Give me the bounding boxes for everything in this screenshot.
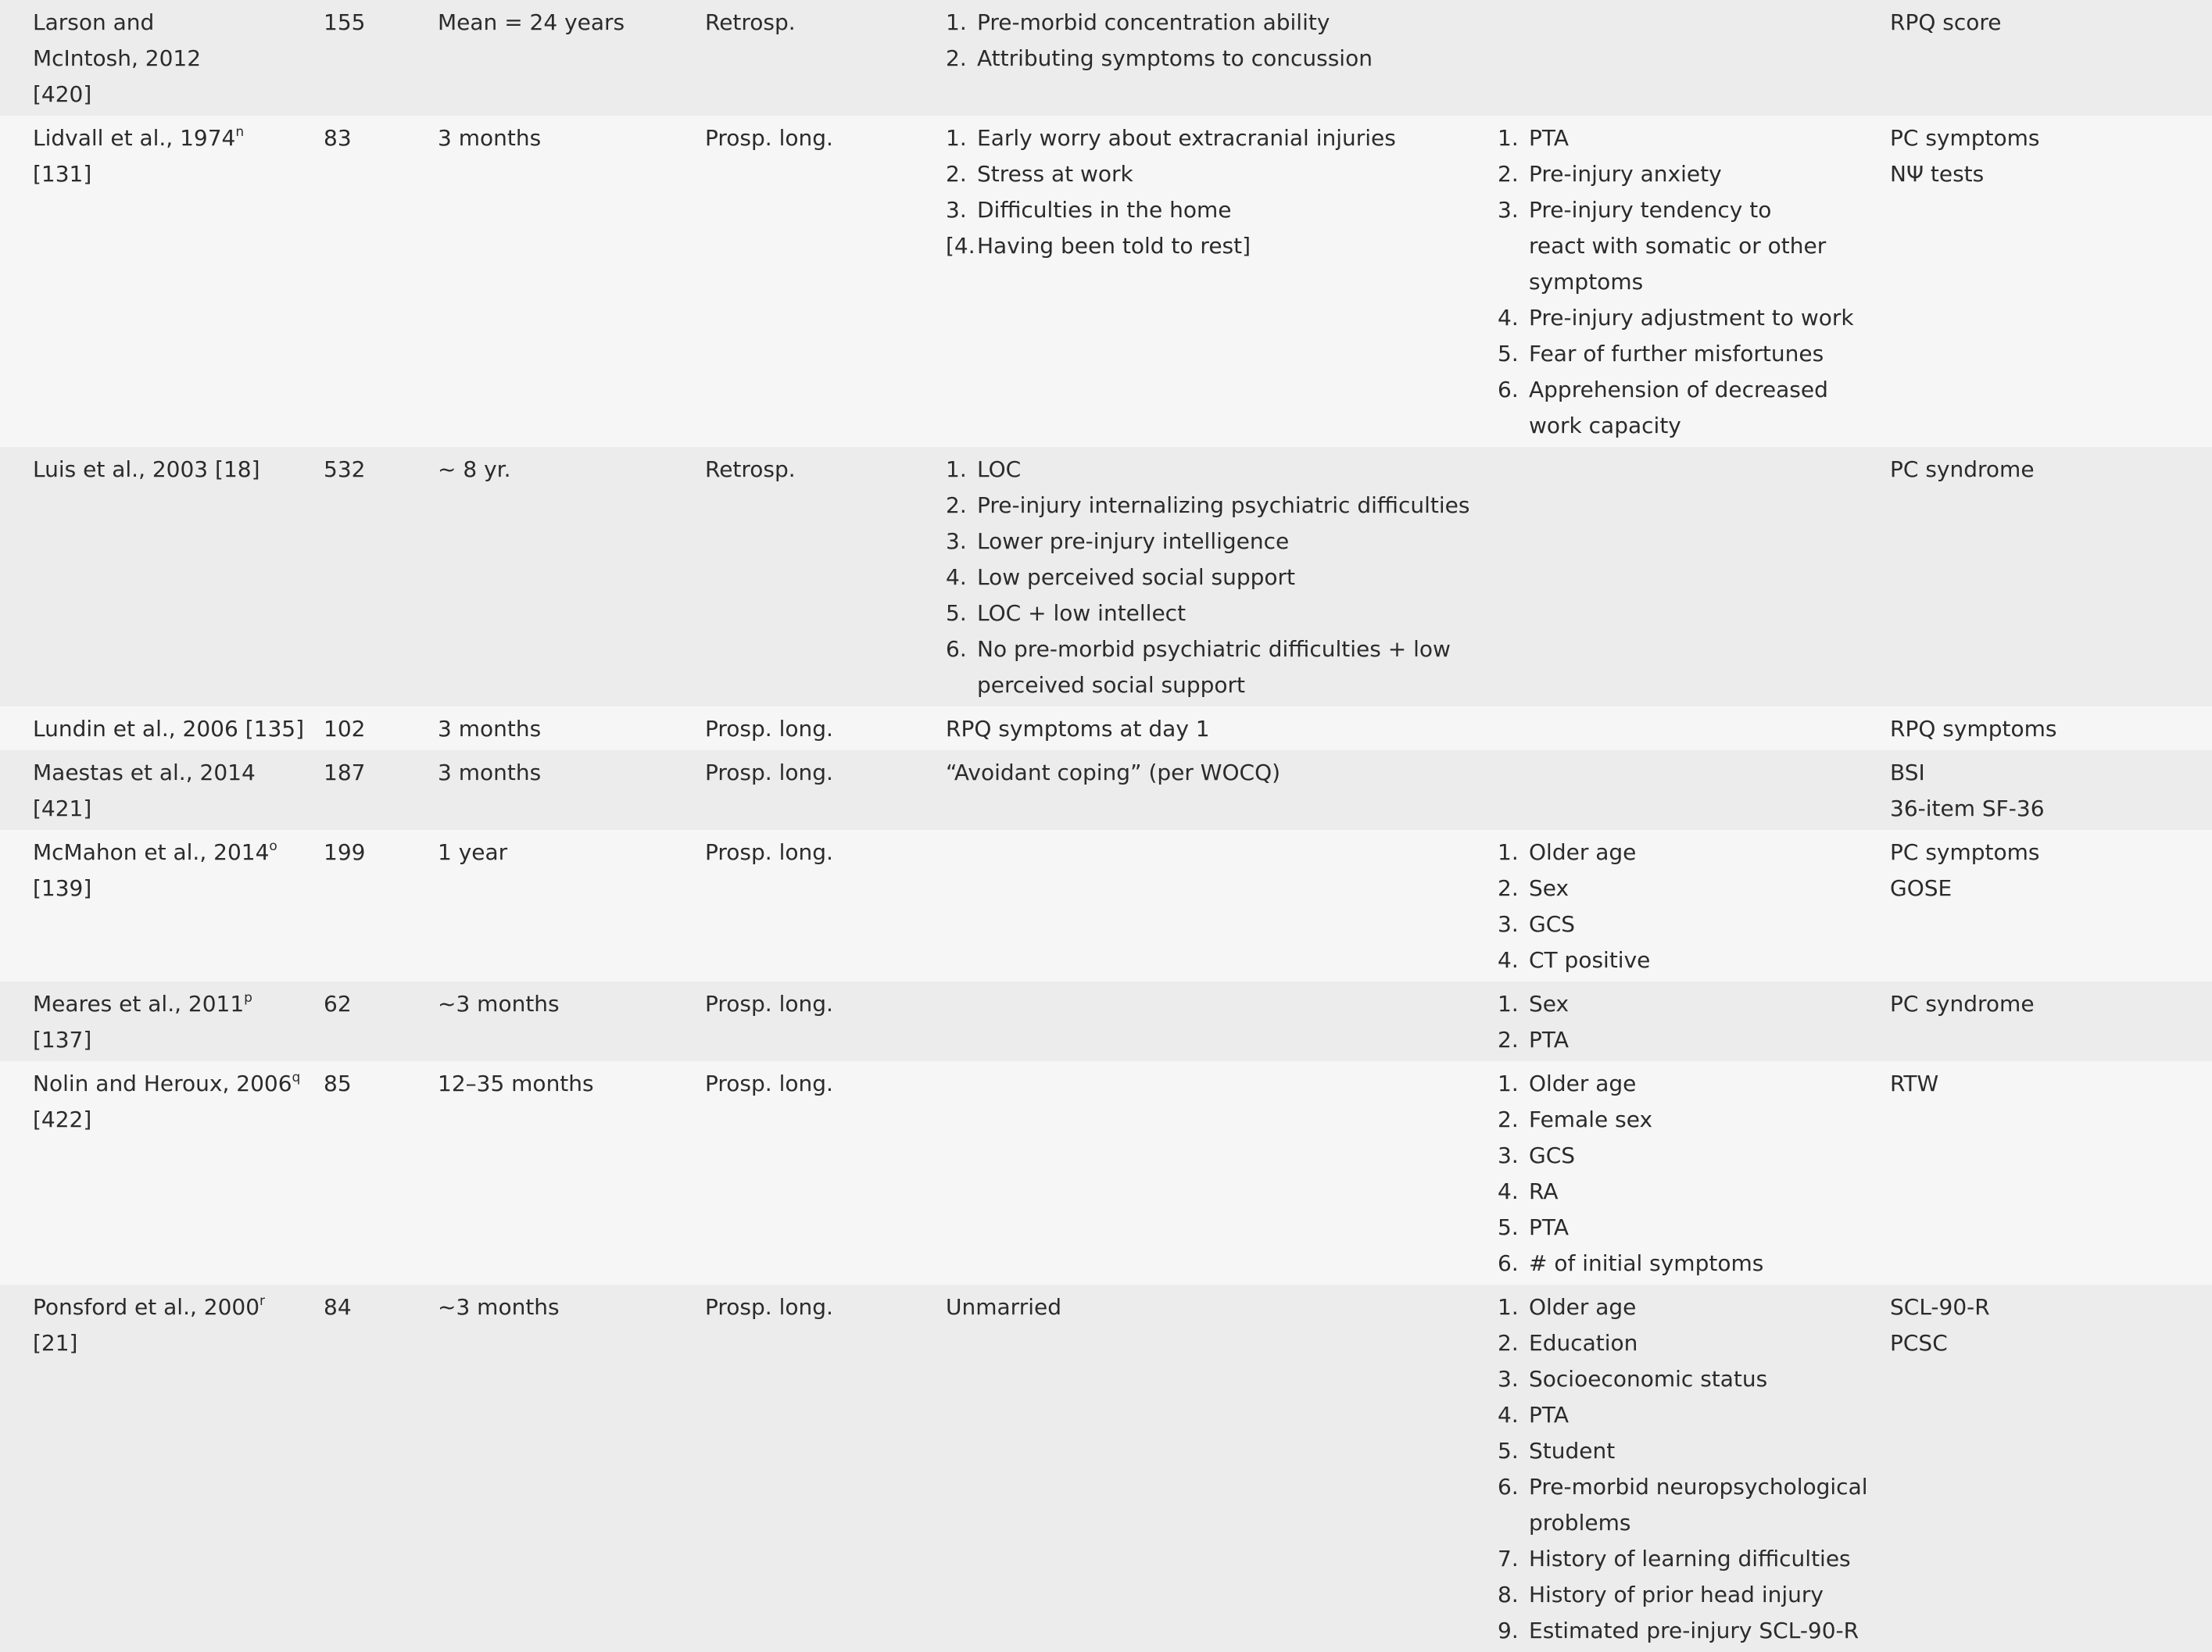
list-item-number: 2. (1498, 1027, 1519, 1053)
list-item-number: 3. (946, 528, 967, 554)
text-line: LOC + low intellect (977, 600, 1187, 626)
list-item-number: 7. (1498, 1546, 1519, 1572)
list-item-text (1529, 1613, 1873, 1649)
list-item-text (1529, 120, 1873, 156)
study-text: [422] (33, 1107, 92, 1132)
list-item-number: 4. (1498, 305, 1519, 331)
table-row (0, 706, 2212, 750)
list-item (1498, 1174, 1873, 1210)
list-item (1498, 1246, 1873, 1282)
text-line: Fear of further misfortunes (1529, 341, 1824, 367)
list-item-text (977, 192, 1493, 228)
study-line (33, 835, 299, 871)
study-cell (33, 120, 299, 192)
list-item-text (977, 156, 1493, 192)
other-factors-cell (1498, 120, 1873, 444)
text-line: History of prior head injury (1529, 1582, 1824, 1607)
psych-factors-cell (946, 1289, 1493, 1325)
footnote-marker: q (292, 1070, 301, 1085)
follow-up-cell: 3 months (438, 716, 542, 742)
list-item (1498, 871, 1873, 906)
study-text: [131] (33, 161, 92, 187)
design-cell: Prosp. long. (705, 1294, 833, 1320)
text-line: PTA (1529, 1214, 1569, 1240)
follow-up-cell: 12–35 months (438, 1071, 594, 1096)
text-line: # of initial symptoms (1529, 1250, 1764, 1276)
outcome-cell (1890, 711, 2203, 747)
text-line: PTA (1529, 1027, 1569, 1053)
list-item (1498, 336, 1873, 372)
table-row (0, 1061, 2212, 1285)
list-item-text (977, 228, 1493, 264)
list-item-text (1529, 1541, 1873, 1577)
list-item-text (977, 488, 1493, 524)
text-line: Pre-injury anxiety (1529, 161, 1722, 187)
table-row (0, 0, 2212, 116)
list-item (946, 156, 1493, 192)
study-line (33, 1102, 299, 1138)
list-item (1498, 986, 1873, 1022)
design-cell: Prosp. long. (705, 716, 833, 742)
study-text: Larson and (33, 9, 155, 35)
text-line: Pre-morbid concentration ability (977, 9, 1330, 35)
list-item-number: 2. (1498, 161, 1519, 187)
list-item (946, 192, 1493, 228)
outcome-cell (1890, 452, 2203, 488)
table-row (0, 830, 2212, 982)
list-item-number: 6. (1498, 1250, 1519, 1276)
psych-factors-cell (946, 711, 1493, 747)
study-text: [420] (33, 81, 92, 107)
sample-size-cell: 62 (324, 991, 352, 1017)
list-item-text (1529, 1289, 1873, 1325)
list-item-text (1529, 156, 1873, 192)
footnote-marker: n (235, 124, 245, 140)
list-item (946, 452, 1493, 488)
outcome-line: PC symptoms (1890, 839, 2040, 865)
follow-up-cell: ~ 8 yr. (438, 456, 511, 482)
list-item-text (977, 560, 1493, 595)
study-text: Maestas et al., 2014 (33, 760, 256, 785)
list-item-number: 6. (946, 636, 967, 662)
list-item-text (977, 595, 1493, 631)
text-line: Older age (1529, 1294, 1637, 1320)
psych-factor-text: “Avoidant coping” (per WOCQ) (946, 760, 1281, 785)
study-line (33, 452, 299, 488)
list-item (1498, 835, 1873, 871)
list-item-number: 3. (1498, 1142, 1519, 1168)
list-item-number: 3. (946, 197, 967, 223)
list-item (1498, 906, 1873, 942)
list-item (946, 524, 1493, 560)
list-item (946, 41, 1493, 77)
list-item-number: 2. (946, 161, 967, 187)
text-line: Older age (1529, 1071, 1637, 1096)
list-item-text (1529, 1397, 1873, 1433)
list-item-number: 1. (1498, 991, 1519, 1017)
list-item (1498, 300, 1873, 336)
text-line: No pre-morbid psychiatric difficulties + low (977, 636, 1451, 662)
text-line: Sex (1529, 991, 1570, 1017)
study-line (33, 1325, 299, 1361)
study-cell (33, 452, 299, 488)
text-line: Having been told to rest] (977, 233, 1251, 259)
list-item-number: 3. (1498, 197, 1519, 223)
list-item-text (1529, 986, 1873, 1022)
text-line: Stress at work (977, 161, 1133, 187)
study-text: Lidvall et al., 1974 (33, 125, 236, 151)
list-item-text (1529, 1246, 1873, 1282)
list-item (1498, 1022, 1873, 1058)
list-item-text (977, 120, 1493, 156)
follow-up-cell: 3 months (438, 125, 542, 151)
design-cell: Prosp. long. (705, 760, 833, 785)
text-line: react with somatic or other (1529, 233, 1827, 259)
text-line: Education (1529, 1330, 1638, 1356)
study-text: Lundin et al., 2006 [135] (33, 716, 304, 742)
list-item (1498, 1469, 1873, 1541)
psych-factor-text: Unmarried (946, 1294, 1061, 1320)
list-item-text (1529, 300, 1873, 336)
list-item-text (1529, 1469, 1873, 1541)
text-line: problems (1529, 1510, 1631, 1536)
study-cell (33, 5, 299, 113)
list-item-number: 1. (946, 125, 967, 151)
outcome-cell (1890, 1066, 2203, 1102)
psych-factors-cell (946, 5, 1493, 77)
study-cell (33, 986, 299, 1058)
list-item-text (1529, 336, 1873, 372)
list-item-number: 1. (946, 456, 967, 482)
study-line (33, 41, 299, 77)
list-item (1498, 1138, 1873, 1174)
text-line: GCS (1529, 911, 1576, 937)
text-line: Difficulties in the home (977, 197, 1232, 223)
list-item-number: [4. (946, 233, 975, 259)
outcome-cell (1890, 120, 2203, 192)
list-item (1498, 1325, 1873, 1361)
study-text: Ponsford et al., 2000 (33, 1294, 260, 1320)
list-item-number: 2. (946, 45, 967, 71)
list-item-number: 2. (1498, 1330, 1519, 1356)
text-line: Lower pre-injury intelligence (977, 528, 1290, 554)
study-line (33, 1289, 299, 1325)
follow-up-cell: 1 year (438, 839, 508, 865)
text-line: Sex (1529, 875, 1570, 901)
follow-up-cell: ~3 months (438, 1294, 560, 1320)
list-item-number: 4. (946, 564, 967, 590)
list-item-number: 4. (1498, 1402, 1519, 1428)
other-factors-cell (1498, 1289, 1873, 1649)
outcome-line: 36-item SF-36 (1890, 796, 2045, 821)
study-text: [21] (33, 1330, 78, 1356)
list-item (1498, 942, 1873, 978)
study-line (33, 120, 299, 156)
list-item (946, 595, 1493, 631)
list-item-number: 1. (1498, 125, 1519, 151)
design-cell: Prosp. long. (705, 125, 833, 151)
list-item-text (1529, 835, 1873, 871)
text-line: History of learning difficulties (1529, 1546, 1851, 1572)
text-line: Low perceived social support (977, 564, 1296, 590)
footnote-marker: p (244, 990, 252, 1006)
text-line: PTA (1529, 125, 1569, 151)
study-line (33, 77, 299, 113)
list-item-number: 4. (1498, 947, 1519, 973)
list-item-text (1529, 906, 1873, 942)
text-line: symptoms (1529, 269, 1644, 295)
text-line: Female sex (1529, 1107, 1653, 1132)
list-item-number: 5. (1498, 1438, 1519, 1464)
study-cell (33, 711, 304, 747)
sample-size-cell: 84 (324, 1294, 352, 1320)
list-item-number: 2. (1498, 875, 1519, 901)
list-item-text (1529, 1138, 1873, 1174)
outcome-line: GOSE (1890, 875, 1953, 901)
design-cell: Retrosp. (705, 456, 796, 482)
other-factors-cell (1498, 1066, 1873, 1282)
list-item-text (1529, 192, 1873, 300)
study-text: Meares et al., 2011 (33, 991, 245, 1017)
list-item (1498, 1361, 1873, 1397)
list-item (1498, 1066, 1873, 1102)
list-item-text (1529, 1174, 1873, 1210)
list-item-text (977, 452, 1493, 488)
list-item (946, 5, 1493, 41)
text-line: RA (1529, 1178, 1559, 1204)
list-item-number: 6. (1498, 377, 1519, 402)
list-item (1498, 1577, 1873, 1613)
study-line (33, 5, 299, 41)
outcome-line: PC symptoms (1890, 125, 2040, 151)
text-line: Older age (1529, 839, 1637, 865)
psych-factors-cell (946, 120, 1493, 264)
study-text: [139] (33, 875, 92, 901)
text-line: Attributing symptoms to concussion (977, 45, 1373, 71)
sample-size-cell: 187 (324, 760, 366, 785)
outcome-line: NΨ tests (1890, 161, 1985, 187)
list-item-number: 1. (1498, 1071, 1519, 1096)
other-factors-cell (1498, 835, 1873, 978)
list-item-number: 9. (1498, 1618, 1519, 1643)
follow-up-cell: Mean = 24 years (438, 9, 625, 35)
outcome-line: BSI (1890, 760, 1925, 785)
list-item-text (1529, 871, 1873, 906)
sample-size-cell: 102 (324, 716, 366, 742)
list-item-text (977, 41, 1493, 77)
footnote-marker: o (269, 839, 277, 854)
study-text: Nolin and Heroux, 2006 (33, 1071, 292, 1096)
text-line: work capacity (1529, 413, 1681, 438)
list-item (1498, 192, 1873, 300)
text-line: Early worry about extracranial injuries (977, 125, 1396, 151)
outcome-cell (1890, 835, 2203, 906)
psych-factor-text: RPQ symptoms at day 1 (946, 716, 1210, 742)
list-item (946, 228, 1493, 264)
study-cell (33, 1289, 299, 1361)
study-text: McIntosh, 2012 (33, 45, 202, 71)
list-item (946, 120, 1493, 156)
list-item (946, 488, 1493, 524)
list-item (946, 560, 1493, 595)
list-item (1498, 1210, 1873, 1246)
list-item-number: 5. (946, 600, 967, 626)
table-row (0, 1285, 2212, 1652)
list-item (1498, 1397, 1873, 1433)
list-item-text (1529, 1433, 1873, 1469)
list-item-number: 5. (1498, 1214, 1519, 1240)
table-row (0, 447, 2212, 706)
study-text: [137] (33, 1027, 92, 1053)
study-line (33, 755, 299, 791)
list-item (1498, 156, 1873, 192)
list-item-number: 1. (1498, 1294, 1519, 1320)
list-item-number: 2. (1498, 1107, 1519, 1132)
list-item-text (1529, 1022, 1873, 1058)
text-line: Apprehension of decreased (1529, 377, 1828, 402)
text-line: GCS (1529, 1142, 1576, 1168)
table-row (0, 982, 2212, 1061)
list-item-text (1529, 942, 1873, 978)
list-item-text (1529, 1577, 1873, 1613)
list-item-number: 6. (1498, 1474, 1519, 1500)
sample-size-cell: 83 (324, 125, 352, 151)
list-item-text (1529, 1325, 1873, 1361)
psych-factors-cell (946, 452, 1493, 703)
list-item-number: 3. (1498, 911, 1519, 937)
outcome-cell (1890, 986, 2203, 1022)
list-item (1498, 372, 1873, 444)
list-item-number: 1. (946, 9, 967, 35)
list-item (1498, 1541, 1873, 1577)
outcome-cell (1890, 1289, 2203, 1361)
text-line: Student (1529, 1438, 1616, 1464)
design-cell: Prosp. long. (705, 839, 833, 865)
list-item (1498, 1289, 1873, 1325)
list-item-text (977, 631, 1493, 703)
design-cell: Prosp. long. (705, 991, 833, 1017)
study-line (33, 156, 299, 192)
sample-size-cell: 85 (324, 1071, 352, 1096)
footnote-marker: r (259, 1293, 266, 1309)
study-text: Luis et al., 2003 [18] (33, 456, 260, 482)
table-row (0, 750, 2212, 830)
outcome-line: PC syndrome (1890, 456, 2035, 482)
list-item (1498, 120, 1873, 156)
design-cell: Retrosp. (705, 9, 796, 35)
outcome-line: RPQ score (1890, 9, 2002, 35)
study-text: McMahon et al., 2014 (33, 839, 270, 865)
outcome-line: PC syndrome (1890, 991, 2035, 1017)
list-item-text (1529, 1210, 1873, 1246)
design-cell: Prosp. long. (705, 1071, 833, 1096)
outcome-line: SCL-90-R (1890, 1294, 1990, 1320)
list-item-number: 4. (1498, 1178, 1519, 1204)
text-line: Pre-injury internalizing psychiatric difficulties (977, 492, 1470, 518)
study-line (33, 711, 304, 747)
text-line: Pre-injury tendency to (1529, 197, 1772, 223)
list-item (1498, 1433, 1873, 1469)
text-line: Estimated pre-injury SCL-90-R (1529, 1618, 1859, 1643)
study-line (33, 986, 299, 1022)
list-item-text (1529, 1102, 1873, 1138)
text-line: Socioeconomic status (1529, 1366, 1768, 1392)
study-text: [421] (33, 796, 92, 821)
outcome-line: RPQ symptoms (1890, 716, 2057, 742)
list-item-number: 3. (1498, 1366, 1519, 1392)
list-item-text (977, 524, 1493, 560)
text-line: CT positive (1529, 947, 1651, 973)
list-item-text (1529, 1066, 1873, 1102)
sample-size-cell: 199 (324, 839, 366, 865)
list-item (1498, 1102, 1873, 1138)
psych-factors-cell (946, 755, 1493, 791)
study-cell (33, 835, 299, 906)
sample-size-cell: 155 (324, 9, 366, 35)
list-item-number: 2. (946, 492, 967, 518)
list-item-number: 5. (1498, 341, 1519, 367)
text-line: perceived social support (977, 672, 1245, 698)
outcome-line: RTW (1890, 1071, 1939, 1096)
study-line (33, 1066, 299, 1102)
text-line: LOC (977, 456, 1022, 482)
list-item (1498, 1613, 1873, 1649)
text-line: Pre-morbid neuropsychological (1529, 1474, 1868, 1500)
outcome-cell (1890, 755, 2203, 827)
study-cell (33, 755, 299, 827)
study-line (33, 791, 299, 827)
list-item-text (1529, 372, 1873, 444)
table-row (0, 116, 2212, 447)
study-line (33, 1022, 299, 1058)
list-item-number: 8. (1498, 1582, 1519, 1607)
follow-up-cell: 3 months (438, 760, 542, 785)
outcome-line: PCSC (1890, 1330, 1948, 1356)
text-line: PTA (1529, 1402, 1569, 1428)
study-cell (33, 1066, 299, 1138)
outcome-cell (1890, 5, 2203, 41)
study-line (33, 871, 299, 906)
follow-up-cell: ~3 months (438, 991, 560, 1017)
list-item-text (1529, 1361, 1873, 1397)
other-factors-cell (1498, 986, 1873, 1058)
sample-size-cell: 532 (324, 456, 366, 482)
list-item-number: 1. (1498, 839, 1519, 865)
text-line: Pre-injury adjustment to work (1529, 305, 1854, 331)
list-item (946, 631, 1493, 703)
list-item-text (977, 5, 1493, 41)
